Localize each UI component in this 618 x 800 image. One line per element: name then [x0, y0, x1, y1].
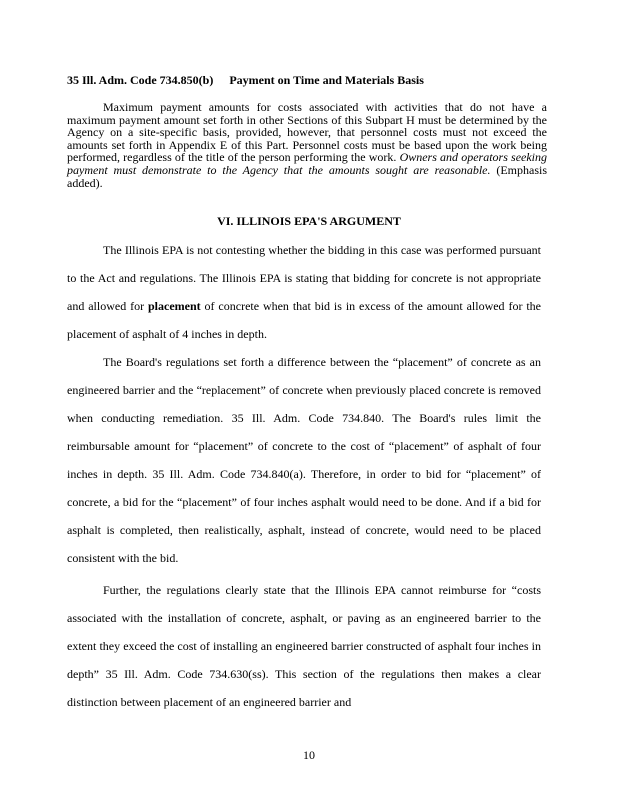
quote-text: Maximum payment amounts for costs associated with activities that do not have a maximum payment amount set forth in other Sections of this Subpart H must be determined by the Agency on a site-specific basis, provided, however, that personnel costs must not exceed the amounts set forth in Appendix E of this Part. Personnel costs must be based upon the work being performed, regardless of the title of the person performing the work.	[67, 100, 547, 165]
paragraph-2	[67, 348, 541, 572]
paragraph-2-text: The Board's regulations set forth a difference between the “placement” of concrete as an engineered barrier and the “replacement” of concrete when previously placed concrete is removed when conducting remediation. 35 Ill. Adm. Code 734.840. The Board's rules limit the reimbursable amount for “placement” of concrete to the cost of “placement” of asphalt of four inches in depth. 35 Ill. Adm. Code 734.840(a). Therefore, in order to bid for “placement” of concrete, a bid for the “placement” of four inches asphalt would need to be done. And if a bid for asphalt is completed, then realistically, asphalt, instead of concrete, would need to be placed consistent with the bid.	[67, 355, 541, 565]
paragraph-3	[67, 576, 541, 716]
section-heading	[67, 73, 424, 88]
heading-citation: 35 Ill. Adm. Code 734.850(b)	[67, 73, 214, 87]
paragraph-1-text-a: The Illinois EPA is not contesting whether the bidding in this case was performed pursuant to the Act and regulations. The Illinois EPA is stating that bidding for concrete is not appropriate and allowed for	[67, 243, 541, 313]
emphasis-note: (Emphasis added).	[67, 162, 548, 190]
regulation-quote	[67, 101, 547, 189]
paragraph-1	[67, 236, 541, 348]
heading-title: Payment on Time and Materials Basis	[229, 73, 424, 87]
paragraph-1-bold: placement	[147, 299, 201, 313]
quote-italic-text: Owners and operators seeking payment must demonstrate to the Agency that the amounts sought are reasonable.	[67, 150, 548, 177]
paragraph-3-text: Further, the regulations clearly state that the Illinois EPA cannot reimburse for “costs associated with the installation of concrete, asphalt, or paving as an engineered barrier to the extent they exceed the cost of installing an engineered barrier constructed of asphalt four inches in depth” 35 Ill. Adm. Code 734.630(ss). This section of the regulations then makes a clear distinction between placement of an engineered barrier and	[67, 583, 541, 709]
page-number: 10	[303, 748, 315, 762]
section-title: VI. ILLINOIS EPA'S ARGUMENT	[217, 214, 401, 228]
paragraph-1-text-b: of concrete when that bid is in excess of the amount allowed for the placement of asphalt of 4 inches in depth.	[67, 299, 541, 341]
